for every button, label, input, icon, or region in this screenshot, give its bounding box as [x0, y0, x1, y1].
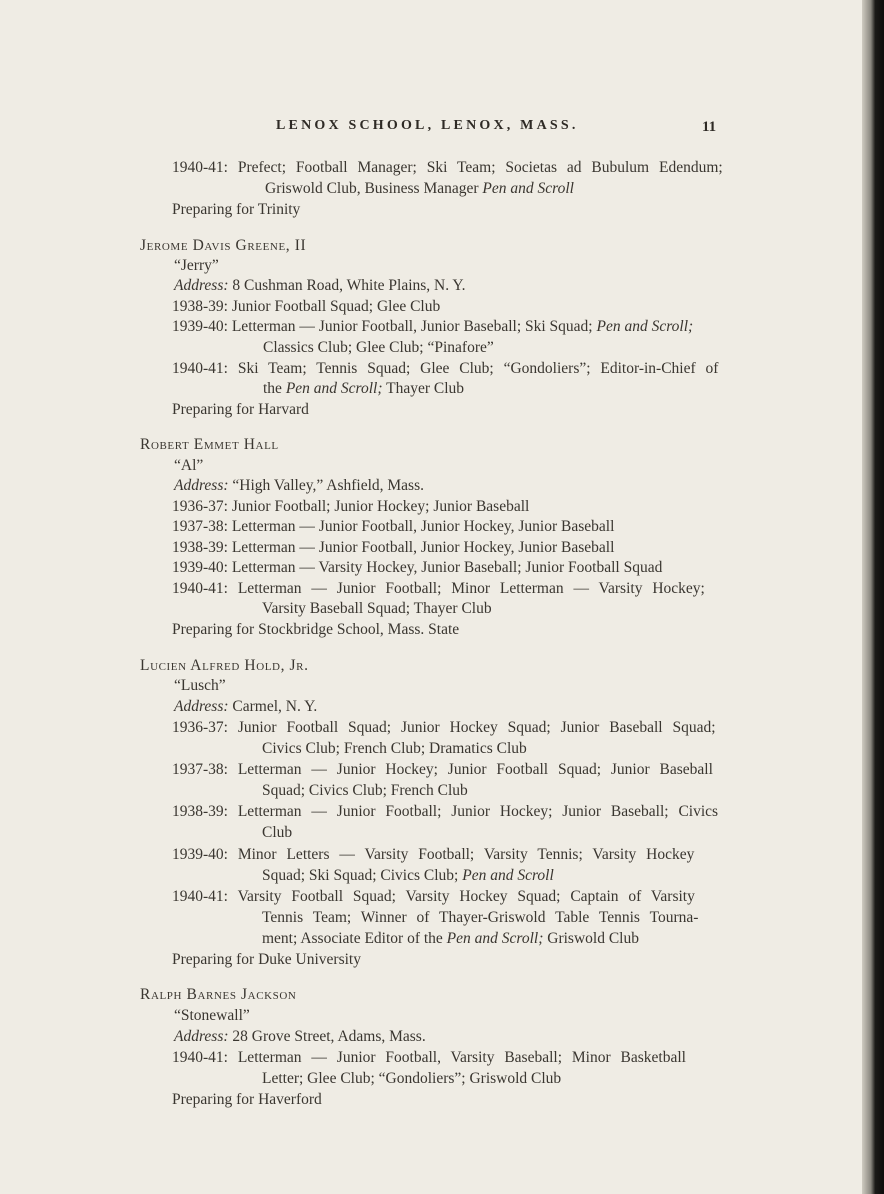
line-text: “Jerry”: [174, 257, 219, 274]
line-text: 1939-40: Letterman — Junior Football, Junior Baseball; Ski Squad;: [172, 318, 597, 335]
line-text: Preparing for Trinity: [172, 201, 301, 218]
publication-title: Pen and Scroll;: [285, 380, 383, 397]
text-line: [262, 599, 492, 619]
running-head: LENOX SCHOOL, LENOX, MASS.: [276, 118, 579, 133]
text-line: [174, 276, 465, 296]
text-line: [174, 676, 226, 696]
line-text: Civics Club; French Club; Dramatics Club: [262, 740, 527, 757]
text-line: [172, 845, 694, 865]
line-text: Preparing for Duke University: [172, 951, 361, 968]
text-line: [172, 158, 723, 178]
text-line: [263, 338, 494, 358]
line-text: ment; Associate Editor of the: [262, 930, 447, 947]
text-line: [172, 497, 529, 517]
address-label: Address:: [174, 277, 229, 294]
line-text: 1940-41: Letterman — Junior Football, Varsity Baseball; Minor Basketball: [172, 1049, 686, 1066]
line-text: 1938-39: Letterman — Junior Football, Junior Hockey, Junior Baseball: [172, 539, 615, 556]
line-text: 1936-37: Junior Football Squad; Junior Hockey Squad; Junior Baseball Squad;: [172, 719, 716, 736]
line-text: 1937-38: Letterman — Junior Football, Junior Hockey, Junior Baseball: [172, 518, 615, 535]
entry-name: [140, 435, 279, 455]
text-line: [172, 887, 695, 907]
line-text: Preparing for Stockbridge School, Mass. State: [172, 621, 460, 638]
line-text: Squad; Ski Squad; Civics Club;: [262, 867, 463, 884]
text-line: [172, 950, 361, 970]
text-line: [263, 379, 464, 399]
line-text: 28 Grove Street, Adams, Mass.: [228, 1028, 426, 1045]
line-tail: Griswold Club: [543, 930, 639, 947]
text-line: [262, 908, 698, 928]
line-text: 1938-39: Junior Football Squad; Glee Club: [172, 298, 441, 315]
text-line: [262, 823, 292, 843]
publication-title: Pen and Scroll: [462, 867, 554, 884]
line-text: “Al”: [174, 457, 204, 474]
text-line: [172, 517, 614, 537]
publication-title: Pen and Scroll: [482, 180, 574, 197]
line-text: Jerome Davis Greene, II: [140, 237, 307, 254]
text-line: [174, 476, 424, 496]
line-text: 1936-37: Junior Football; Junior Hockey; Junior Baseball: [172, 498, 530, 515]
line-text: Club: [262, 824, 293, 841]
line-text: 1940-41: Ski Team; Tennis Squad; Glee Club; “Gondoliers”; Editor-in-Chief of: [172, 360, 719, 377]
address-label: Address:: [174, 698, 229, 715]
line-text: Tennis Team; Winner of Thayer-Griswold Table Tennis Tourna-: [262, 909, 699, 926]
line-text: 1937-38: Letterman — Junior Hockey; Junior Football Squad; Junior Baseball: [172, 761, 713, 778]
line-text: 8 Cushman Road, White Plains, N. Y.: [228, 277, 466, 294]
line-text: Varsity Baseball Squad; Thayer Club: [262, 600, 492, 617]
line-text: 1939-40: Minor Letters — Varsity Football; Varsity Tennis; Varsity Hockey: [172, 846, 695, 863]
text-line: [172, 297, 440, 317]
text-line: [172, 1048, 686, 1068]
entry-name: [140, 985, 296, 1005]
page-number: 11: [702, 119, 717, 135]
text-line: [172, 200, 300, 220]
text-line: [262, 929, 639, 949]
text-line: [172, 317, 693, 337]
line-text: 1939-40: Letterman — Varsity Hockey, Junior Baseball; Junior Football Squad: [172, 559, 663, 576]
text-line: [262, 781, 468, 801]
text-line: [262, 866, 554, 886]
line-text: Preparing for Harvard: [172, 401, 309, 418]
text-line: [172, 558, 662, 578]
text-line: [262, 739, 527, 759]
entry-name: [140, 656, 309, 676]
line-text: “Lusch”: [174, 677, 226, 694]
text-line: [262, 1069, 561, 1089]
address-label: Address:: [174, 1028, 229, 1045]
text-line: [172, 538, 614, 558]
text-line: [172, 718, 716, 738]
text-line: [174, 697, 317, 717]
address-label: Address:: [174, 477, 229, 494]
text-line: [172, 359, 718, 379]
line-text: Squad; Civics Club; French Club: [262, 782, 468, 799]
line-text: Griswold Club, Business Manager: [265, 180, 483, 197]
line-text: Lucien Alfred Hold, Jr.: [140, 657, 309, 674]
text-line: [172, 760, 713, 780]
text-line: [172, 400, 309, 420]
line-tail: Thayer Club: [382, 380, 465, 397]
text-line: [174, 456, 203, 476]
line-text: 1940-41: Letterman — Junior Football; Minor Letterman — Varsity Hockey;: [172, 580, 705, 597]
publication-title: Pen and Scroll;: [596, 318, 694, 335]
line-text: Classics Club; Glee Club; “Pinafore”: [263, 339, 494, 356]
line-text: Robert Emmet Hall: [140, 436, 279, 453]
text-line: [172, 802, 718, 822]
text-line: [172, 1090, 322, 1110]
entry-name: [140, 236, 306, 256]
line-text: “High Valley,” Ashfield, Mass.: [228, 477, 424, 494]
text-line: [265, 179, 574, 199]
text-line: [174, 1027, 426, 1047]
text-line: [172, 579, 705, 599]
line-text: 1938-39: Letterman — Junior Football; Junior Hockey; Junior Baseball; Civics: [172, 803, 719, 820]
line-text: the: [263, 380, 286, 397]
line-text: Letter; Glee Club; “Gondoliers”; Griswold Club: [262, 1070, 562, 1087]
line-text: 1940-41: Prefect; Football Manager; Ski Team; Societas ad Bubulum Edendum;: [172, 159, 723, 176]
line-text: Preparing for Haverford: [172, 1091, 322, 1108]
text-line: [174, 256, 219, 276]
line-text: Carmel, N. Y.: [228, 698, 318, 715]
line-text: “Stonewall”: [174, 1007, 250, 1024]
publication-title: Pen and Scroll;: [446, 930, 544, 947]
line-text: Ralph Barnes Jackson: [140, 986, 297, 1003]
text-line: [172, 620, 459, 640]
text-line: [174, 1006, 250, 1026]
line-text: 1940-41: Varsity Football Squad; Varsity Hockey Squad; Captain of Varsity: [172, 888, 695, 905]
